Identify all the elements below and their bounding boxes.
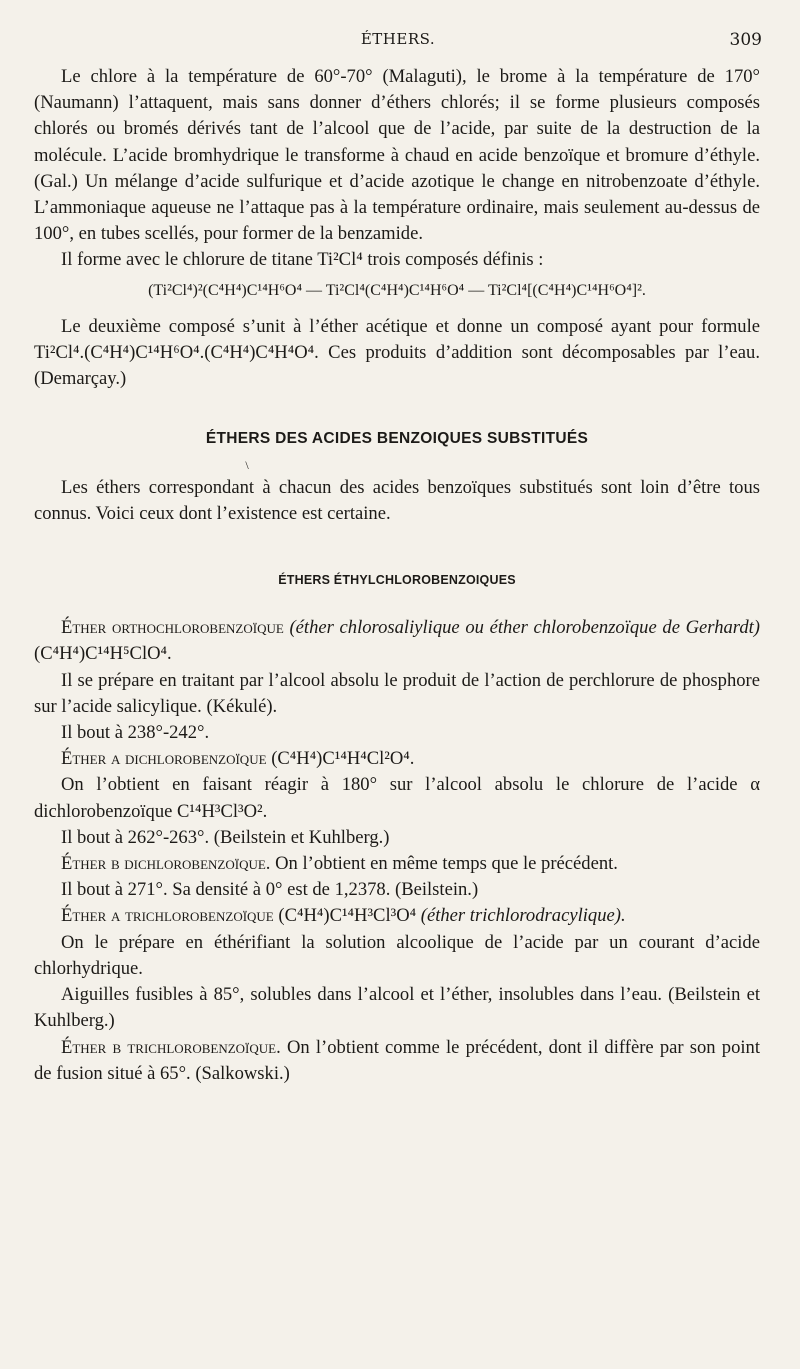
paragraph-boiling: Il bout à 238°-242°. [61,722,210,744]
entry-beta-trichlorobenzoique [34,1035,760,1087]
page-body [34,64,760,1087]
entry-name: Éther β dichlorobenzoïque. [61,853,271,875]
paragraph-titane: Il forme avec le chlorure de titane Ti²Cl⁴ trois composés définis : [61,249,544,271]
entry-name: Éther β trichlorobenzoïque. [61,1036,281,1058]
subsection-heading: ÉTHERS ÉTHYLCHLOROBENZOIQUES [278,573,516,588]
entry-text: On l’obtient en même temps que le précédent. [275,853,618,875]
entry-name: Éther α dichlorobenzoïque [61,748,267,770]
entry-formula: (C⁴H⁴)C¹⁴H⁵ClO⁴. [34,643,172,665]
paragraph-preparation: On le prépare en éthérifiant la solution alcoolique de l’acide par un courant d’acide chlorhydrique. [34,931,760,979]
paragraph-preparation: On l’obtient en faisant réagir à 180° sur l’alcool absolu le chlorure de l’acide α dichlorobenzoïque C¹⁴H³Cl³O². [34,774,760,822]
entry-alpha-dichlorobenzoique [34,746,760,772]
entry-name: Éther orthochlorobenzoïque [61,617,284,639]
entry-alpha-trichlorobenzoique [34,903,760,929]
entry-orthochlorobenzoique [34,615,760,667]
running-title: ÉTHERS. [360,30,436,48]
page-number: 309 [729,30,762,50]
paragraph-preparation: Il se prépare en traitant par l’alcool absolu le produit de l’action de perchlorure de phosphore sur l’acide salicylique. (Kékulé). [34,669,760,717]
section-heading: ÉTHERS DES ACIDES BENZOIQUES SUBSTITUÉS [205,430,589,448]
paragraph-boiling: Il bout à 262°-263°. (Beilstein et Kuhlberg.) [61,826,390,848]
page-header [34,30,762,56]
entry-text: On l’obtient comme le précédent, dont il diffère par son point de fusion situé à 65°. (Salkowski.) [34,1036,760,1084]
entry-beta-dichlorobenzoique [34,851,760,877]
entry-formula: (C⁴H⁴)C¹⁴H³Cl³O⁴ [278,905,417,927]
formula-titane-composes: (Ti²Cl⁴)²(C⁴H⁴)C¹⁴H⁶O⁴ — Ti²Cl⁴(C⁴H⁴)C¹⁴H⁶O⁴ — Ti²Cl⁴[(C⁴H⁴)C¹⁴H⁶O⁴]². [148,281,646,299]
entry-formula: (C⁴H⁴)C¹⁴H⁴Cl²O⁴. [271,748,415,770]
entry-synonym: (éther chlorosaliylique ou éther chlorobenzoïque de Gerhardt) [289,617,760,639]
paragraph-intro-ethers: Les éthers correspondant à chacun des acides benzoïques substitués sont loin d’être tous connus. Voici ceux dont l’existence est certaine. [34,476,760,524]
paragraph-chlore: Le chlore à la température de 60°-70° (Malaguti), le brome à la température de 170° (Naumann) l’attaquent, mais sans donner d’éthers chlorés; il se forme plusieurs composés chlorés ou bromés dérivés tant de l’alcool que de l’acide, par suite de la destruction de la molécule. L’acide bromhydrique le transforme à chaud en acide benzoïque et bromure d’éthyle. (Gal.) Un mélange d’acide sulfurique et d’acide azotique le change en nitrobenzoate d’éthyle. L’ammoniaque aqueuse ne l’attaque pas à la température ordinaire, mais seulement au-dessus de 100°, en tubes scellés, pour former de la benzamide. [34,66,760,245]
stray-mark: \ [245,457,249,472]
paragraph-properties: Aiguilles fusibles à 85°, solubles dans l’alcool et l’éther, insolubles dans l’eau. (Beilstein et Kuhlberg.) [34,984,760,1032]
entry-name: Éther α trichlorobenzoïque [61,905,274,927]
paragraph-deuxieme-compose: Le deuxième composé s’unit à l’éther acétique et donne un composé ayant pour formule Ti²Cl⁴.(C⁴H⁴)C¹⁴H⁶O⁴.(C⁴H⁴)C⁴H⁴O⁴. Ces produits d’addition sont décomposables par l’eau. (Demarçay.) [34,315,760,390]
entry-synonym: (éther trichlorodracylique). [420,905,626,927]
paragraph-boiling: Il bout à 271°. Sa densité à 0° est de 1,2378. (Beilstein.) [61,879,479,901]
